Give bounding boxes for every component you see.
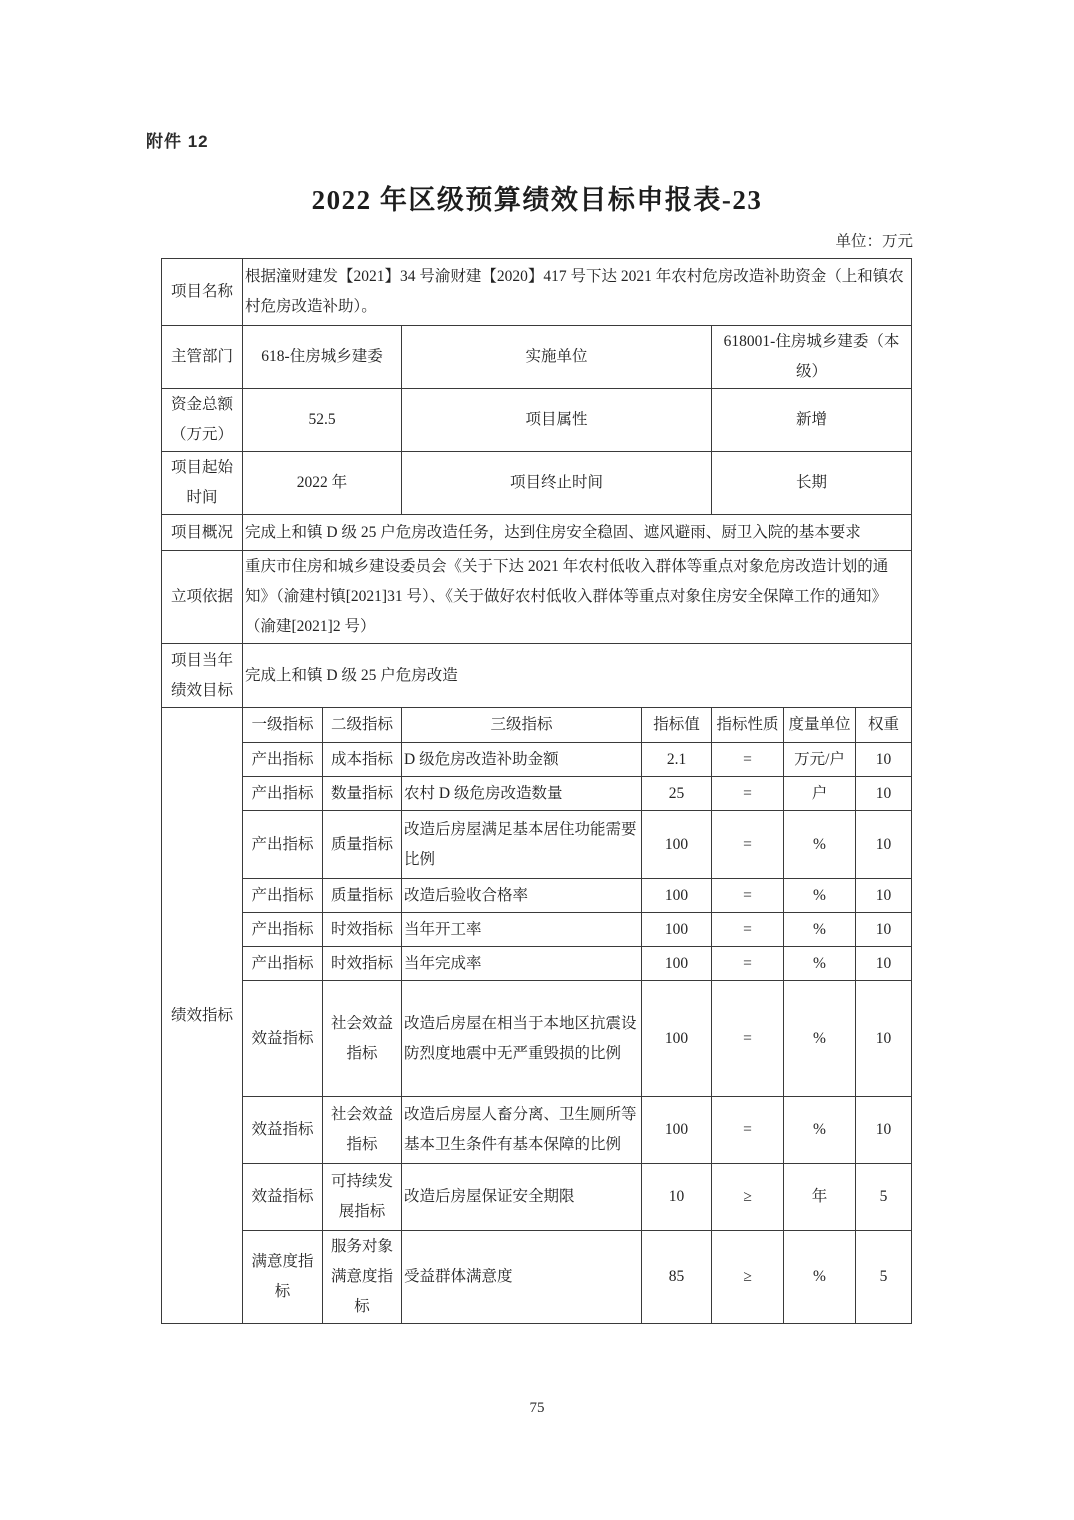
indicator-row — [162, 1097, 912, 1164]
indicator-nature: = — [712, 811, 784, 879]
indicator-level1: 满意度指标 — [243, 1231, 323, 1324]
indicator-level3: 当年完成率 — [402, 947, 642, 981]
indicator-unit: % — [784, 879, 856, 913]
indicator-row — [162, 811, 912, 879]
overview-value: 完成上和镇 D 级 25 户危房改造任务，达到住房安全稳固、遮风避雨、厨卫入院的基本要求 — [243, 515, 912, 551]
indicator-row — [162, 1164, 912, 1231]
overview-label: 项目概况 — [162, 515, 243, 551]
indicator-value: 100 — [642, 947, 712, 981]
indicator-level2: 时效指标 — [323, 947, 402, 981]
declaration-table — [161, 258, 912, 1324]
table-row — [162, 389, 912, 452]
indicator-value: 100 — [642, 879, 712, 913]
indicator-level3: 受益群体满意度 — [402, 1231, 642, 1324]
indicator-row — [162, 743, 912, 777]
indicator-level2: 质量指标 — [323, 811, 402, 879]
implementing-unit-label: 实施单位 — [402, 326, 712, 389]
col-header-weight: 权重 — [856, 708, 912, 743]
indicator-weight: 10 — [856, 1097, 912, 1164]
indicator-level2: 可持续发展指标 — [323, 1164, 402, 1231]
project-attribute-value: 新增 — [712, 389, 912, 452]
indicator-level2: 服务对象满意度指标 — [323, 1231, 402, 1324]
attachment-label: 附件 12 — [146, 132, 209, 151]
unit-note: 单位：万元 — [835, 233, 913, 250]
indicator-level1: 效益指标 — [243, 981, 323, 1097]
indicator-weight: 10 — [856, 947, 912, 981]
indicator-value: 85 — [642, 1231, 712, 1324]
indicator-weight: 10 — [856, 981, 912, 1097]
indicator-weight: 10 — [856, 811, 912, 879]
indicator-level2: 社会效益指标 — [323, 981, 402, 1097]
table-row — [162, 452, 912, 515]
department-value: 618-住房城乡建委 — [243, 326, 402, 389]
department-label: 主管部门 — [162, 326, 243, 389]
indicator-weight: 5 — [856, 1164, 912, 1231]
total-fund-label: 资金总额（万元） — [162, 389, 243, 452]
col-header-level2: 二级指标 — [323, 708, 402, 743]
indicator-unit: % — [784, 913, 856, 947]
performance-section-label: 绩效指标 — [162, 708, 243, 1324]
total-fund-value: 52.5 — [243, 389, 402, 452]
end-time-value: 长期 — [712, 452, 912, 515]
indicator-value: 25 — [642, 777, 712, 811]
indicator-level2: 成本指标 — [323, 743, 402, 777]
indicator-row — [162, 913, 912, 947]
indicator-row — [162, 1231, 912, 1324]
indicator-level2: 时效指标 — [323, 913, 402, 947]
indicator-unit: % — [784, 811, 856, 879]
indicator-nature: ≥ — [712, 1231, 784, 1324]
indicator-weight: 10 — [856, 913, 912, 947]
indicator-nature: = — [712, 879, 784, 913]
table-row — [162, 644, 912, 708]
end-time-label: 项目终止时间 — [402, 452, 712, 515]
indicator-level3: 改造后房屋人畜分离、卫生厕所等基本卫生条件有基本保障的比例 — [402, 1097, 642, 1164]
indicator-row — [162, 947, 912, 981]
indicator-nature: = — [712, 743, 784, 777]
indicator-weight: 10 — [856, 777, 912, 811]
col-header-nature: 指标性质 — [712, 708, 784, 743]
indicator-level1: 产出指标 — [243, 947, 323, 981]
indicator-weight: 10 — [856, 743, 912, 777]
indicator-level2: 质量指标 — [323, 879, 402, 913]
indicator-unit: 户 — [784, 777, 856, 811]
indicator-nature: = — [712, 947, 784, 981]
page-number: 75 — [529, 1400, 545, 1416]
col-header-value: 指标值 — [642, 708, 712, 743]
indicator-nature: = — [712, 777, 784, 811]
indicator-level3: 改造后房屋在相当于本地区抗震设防烈度地震中无严重毁损的比例 — [402, 981, 642, 1097]
indicator-value: 100 — [642, 913, 712, 947]
project-name-label: 项目名称 — [162, 259, 243, 326]
indicator-row — [162, 879, 912, 913]
indicator-level1: 效益指标 — [243, 1097, 323, 1164]
indicator-unit: % — [784, 947, 856, 981]
indicator-unit: % — [784, 1231, 856, 1324]
start-time-label: 项目起始时间 — [162, 452, 243, 515]
indicator-nature: = — [712, 981, 784, 1097]
start-time-value: 2022 年 — [243, 452, 402, 515]
indicator-header-row — [162, 708, 912, 743]
indicator-value: 100 — [642, 981, 712, 1097]
annual-goal-value: 完成上和镇 D 级 25 户危房改造 — [243, 644, 912, 708]
basis-label: 立项依据 — [162, 551, 243, 644]
col-header-level1: 一级指标 — [243, 708, 323, 743]
basis-value: 重庆市住房和城乡建设委员会《关于下达 2021 年农村低收入群体等重点对象危房改造计划的通知》（渝建村镇[2021]31 号）、《关于做好农村低收入群体等重点对象住房安全保障工作的通知》（渝建[2021]2 号） — [243, 551, 912, 644]
table-row — [162, 515, 912, 551]
indicator-level2: 数量指标 — [323, 777, 402, 811]
table-row — [162, 259, 912, 326]
project-attribute-label: 项目属性 — [402, 389, 712, 452]
page-title: 2022 年区级预算绩效目标申报表-23 — [311, 185, 763, 215]
project-name-value: 根据潼财建发【2021】34 号渝财建【2020】417 号下达 2021 年农村危房改造补助资金（上和镇农村危房改造补助）。 — [243, 259, 912, 326]
indicator-unit: 万元/户 — [784, 743, 856, 777]
indicator-level1: 产出指标 — [243, 879, 323, 913]
indicator-level3: 农村 D 级危房改造数量 — [402, 777, 642, 811]
indicator-value: 100 — [642, 811, 712, 879]
indicator-level1: 产出指标 — [243, 811, 323, 879]
indicator-nature: = — [712, 1097, 784, 1164]
indicator-unit: 年 — [784, 1164, 856, 1231]
indicator-level3: D 级危房改造补助金额 — [402, 743, 642, 777]
col-header-level3: 三级指标 — [402, 708, 642, 743]
implementing-unit-value: 618001-住房城乡建委（本级） — [712, 326, 912, 389]
indicator-nature: ≥ — [712, 1164, 784, 1231]
indicator-value: 100 — [642, 1097, 712, 1164]
indicator-level3: 改造后验收合格率 — [402, 879, 642, 913]
table-row — [162, 326, 912, 389]
indicator-value: 2.1 — [642, 743, 712, 777]
table-row — [162, 551, 912, 644]
indicator-level3: 改造后房屋满足基本居住功能需要比例 — [402, 811, 642, 879]
indicator-unit: % — [784, 1097, 856, 1164]
indicator-weight: 10 — [856, 879, 912, 913]
indicator-row — [162, 777, 912, 811]
indicator-level3: 当年开工率 — [402, 913, 642, 947]
indicator-level2: 社会效益指标 — [323, 1097, 402, 1164]
indicator-value: 10 — [642, 1164, 712, 1231]
indicator-level1: 产出指标 — [243, 743, 323, 777]
indicator-unit: % — [784, 981, 856, 1097]
col-header-unit: 度量单位 — [784, 708, 856, 743]
indicator-weight: 5 — [856, 1231, 912, 1324]
indicator-level1: 效益指标 — [243, 1164, 323, 1231]
indicator-level3: 改造后房屋保证安全期限 — [402, 1164, 642, 1231]
annual-goal-label: 项目当年绩效目标 — [162, 644, 243, 708]
indicator-row — [162, 981, 912, 1097]
indicator-level1: 产出指标 — [243, 777, 323, 811]
indicator-nature: = — [712, 913, 784, 947]
indicator-level1: 产出指标 — [243, 913, 323, 947]
